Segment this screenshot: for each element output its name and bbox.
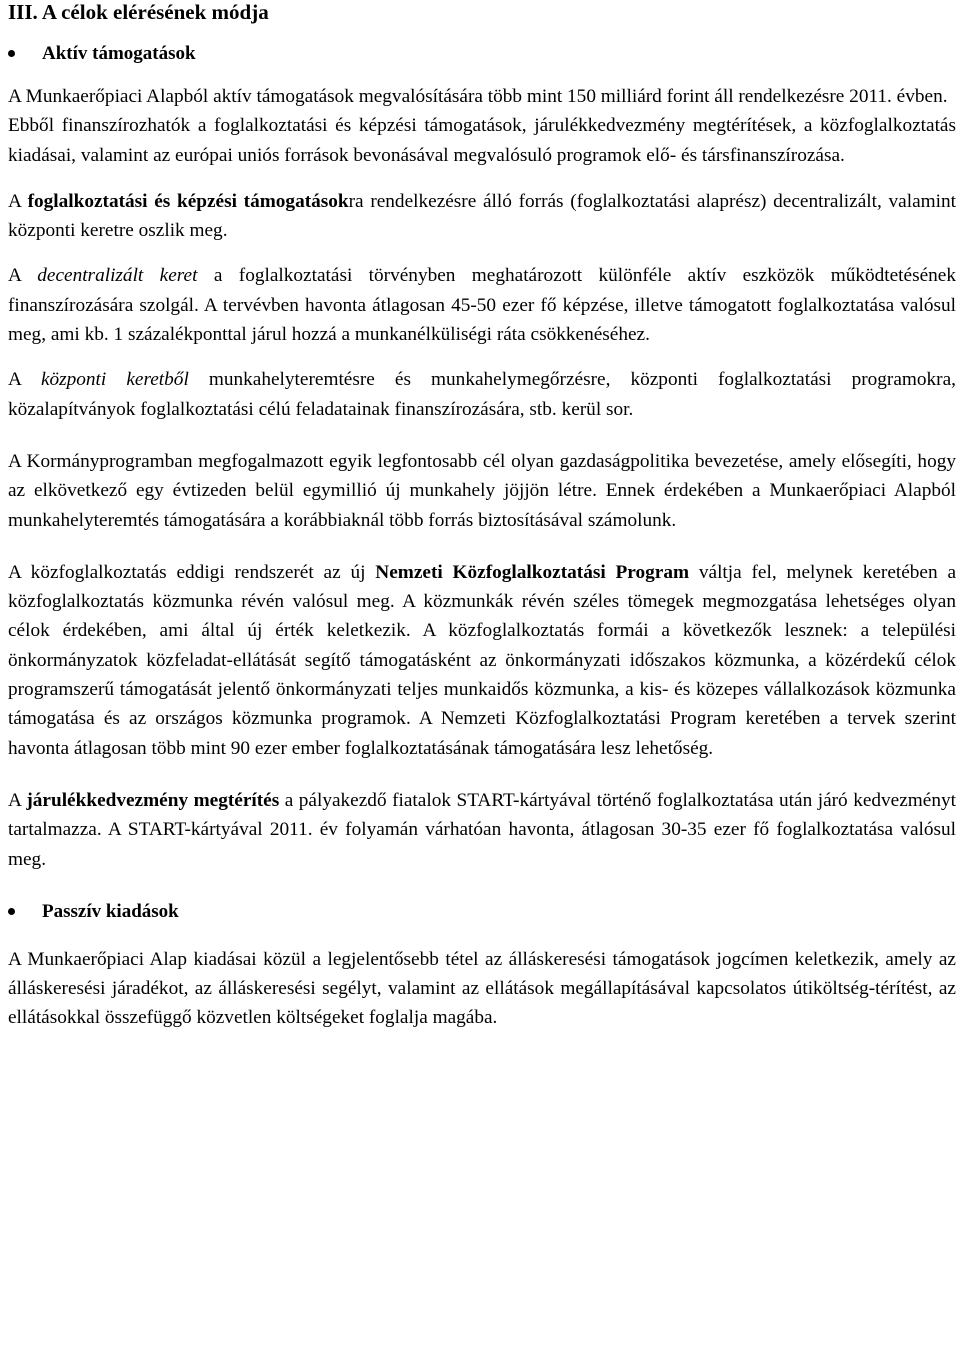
- paragraph-public-works: [8, 558, 956, 763]
- emphasis-bold: Nemzeti Közfoglalkoztatási Program: [375, 561, 690, 583]
- paragraph-training-support: [8, 187, 956, 246]
- paragraph-financing: Ebből finanszírozhatók a foglalkoztatási és képzési támogatások, járulékkedvezmény megtérítések, a közfoglalkoztatás kiadásai, valamint az európai uniós források bevonásával megvalósuló programok elő- és társfinanszírozása.: [8, 115, 956, 166]
- bullet-passive-expenses: [8, 897, 956, 926]
- emphasis-italic: decentralizált keret: [37, 265, 198, 287]
- text-run: a pályakezdő fiatalok START-kártyával történő foglalkoztatása után járó kedvezményt tartalmazza. A START-kártyával 2011. év folyamán várhatóan havonta, átlagosan 30-35 ezer fő foglalkoztatása valósul meg.: [8, 789, 956, 870]
- emphasis-bold: járulékkedvezmény megtérítés: [26, 789, 280, 811]
- bullet-label: Aktív támogatások: [42, 43, 196, 64]
- bullet-dot-icon: [8, 50, 15, 57]
- text-run: váltja fel, melynek keretében a közfoglalkoztatás közmunka révén valósul meg. A közmunkák révén széles tömegek megmozgatása lehetséges olyan célok érdekében, ami által új érték keletkezik. A közfoglalkoztatás formái a következők lesznek: a települési önkormányzatok közfeladat-ellátását segítő támogatásként az önkormányzati időszakos közmunka, a közérdekű célok programszerű támogatását jelentő önkormányzati teljes munkaidős közmunka, a kis- és közepes vállalkozások közmunka támogatása és az országos közmunka programok. A Nemzeti Közfoglalkoztatási Program keretében a tervek szerint havonta átlagosan több mint 90 ezer ember foglalkoztatásának támogatására lesz lehetőség.: [8, 561, 957, 759]
- text-run: A: [8, 265, 38, 287]
- text-run: a foglalkoztatási törvényben meghatározott különféle aktív eszközök működtetésének finanszírozására szolgál. A tervévben havonta átlagosan 45-50 ezer fő képzése, illetve támogatott foglalkoztatása valósul meg, ami kb. 1 százalékponttal járul hozzá a munkanélküliségi ráta csökkenéséhez.: [8, 265, 957, 346]
- emphasis-italic: központi keretből: [40, 369, 189, 391]
- bullet-label: Passzív kiadások: [42, 900, 179, 922]
- paragraph-contribution-discount: [8, 786, 956, 874]
- text-run: A: [8, 190, 28, 212]
- text-run: A: [8, 369, 41, 391]
- paragraph-budget: A Munkaerőpiaci Alapból aktív támogatások megvalósítására több mint 150 milliárd forint áll rendelkezésre 2011. évben.: [8, 86, 948, 107]
- paragraph-government-program: A Kormányprogramban megfogalmazott egyik legfontosabb cél olyan gazdaságpolitika bevezetése, amely elősegíti, hogy az elkövetkező egy évtizeden belül egymillió új munkahely jöjjön létre. Ennek érdekében a Munkaerőpiaci Alapból munkahelyteremtés támogatására a korábbiaknál több forrás biztosításával számolunk.: [8, 450, 956, 531]
- text-run: ra rendelkezésre álló forrás (foglalkoztatási alaprész) decentralizált, valamint központi keretre oszlik meg.: [8, 190, 956, 242]
- text-run: munkahelyteremtésre és munkahelymegőrzésre, központi foglalkoztatási programokra, közalapítványok foglalkoztatási célú feladatainak finanszírozására, stb. kerül sor.: [8, 369, 956, 420]
- bullet-dot-icon: [8, 908, 15, 915]
- section-heading: III. A célok elérésének módja: [8, 0, 269, 24]
- paragraph-central-budget: [8, 365, 956, 424]
- document-page: [8, 0, 956, 1033]
- text-run: A közfoglalkoztatás eddigi rendszerét az új: [8, 561, 376, 583]
- paragraph-decentralized-budget: [8, 261, 956, 349]
- paragraph-jobseeker-support: A Munkaerőpiaci Alap kiadásai közül a legjelentősebb tétel az álláskeresési támogatások jogcímen keletkezik, amely az álláskeresési járadékot, az álláskeresési segélyt, valamint az ellátások megállapításával kapcsolatos útiköltség-térítést, az ellátásokkal összefüggő közvetlen költségeket foglalja magába.: [8, 948, 956, 1029]
- text-run: A: [8, 789, 27, 811]
- emphasis-bold: foglalkoztatási és képzési támogatások: [27, 190, 349, 212]
- bullet-active-support: [8, 39, 956, 68]
